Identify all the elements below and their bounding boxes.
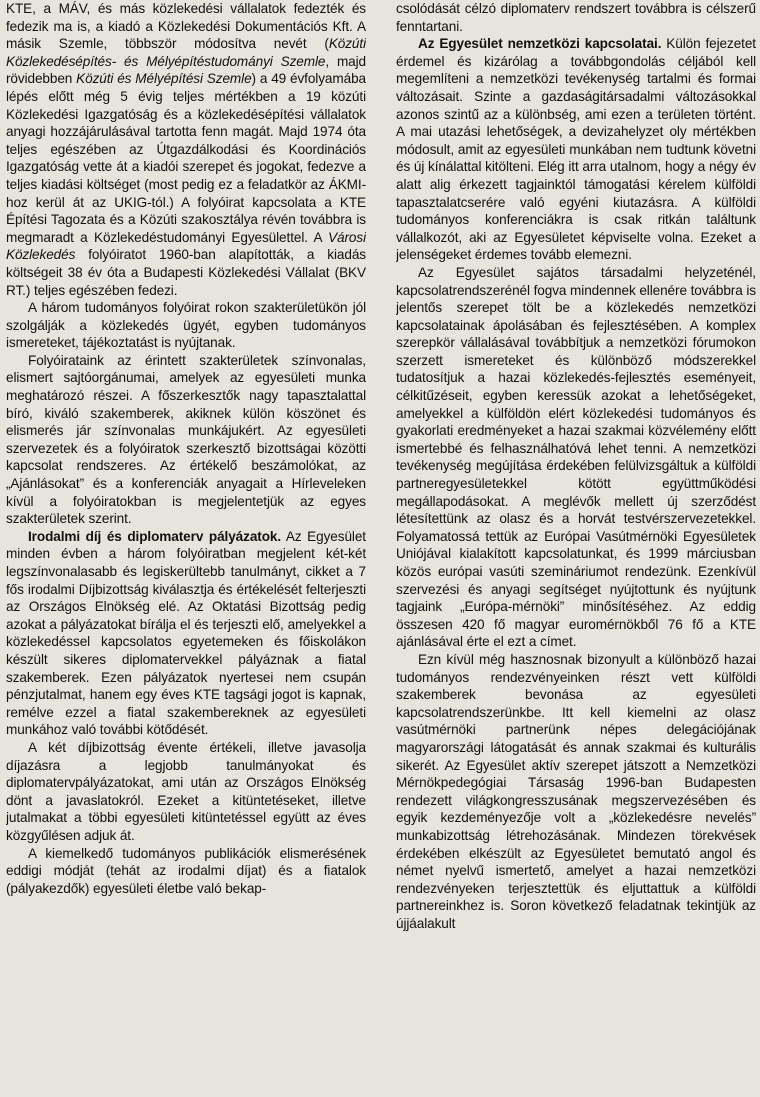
paragraph-text: ) a 49 évfolyamába lépés előtt még 5 évig teljes mértékben a 19 közúti Közlekedési Igazgatóság és a közlekedésépítési vállalatok anyagi hozzájárulásával tartotta fenn magát. Majd 1974 óta teljes egészében az Útgazdálkodási és Koordinációs Igazgatóság vette át a kiadói szerepet és jogokat, fedezve a teljes kiadási költséget (most pedig ez a feladatkör az ÁKMI-hoz kerül át az UKIG-tól.) A folyóirat kapcsolata a KTE Építési Tagozata és a Közúti szakosztálya révén továbbra is megmaradt a Közlekedéstudományi Egyesülettel. A	[6, 71, 366, 245]
left-column	[6, 0, 366, 1097]
paragraph-text: , majd rövidebben	[6, 53, 366, 87]
paragraph: A három tudományos folyóirat rokon szakterületükön jól szolgálják a közlekedés ügyét, egyben tudományos ismereteket, tájékoztatást is nyújtanak.	[6, 300, 366, 351]
paragraph	[396, 35, 756, 264]
right-column	[396, 0, 756, 1097]
paragraph: A két díjbizottság évente értékeli, illetve javasolja díjazásra a legjobb tanulmányokat és diplomatervpályázatokat, ami után az Országos Elnökség dönt a javaslatokról. Ezeket a kitüntetéseket, illetve jutalmakat a többi egyesületi kitüntetéssel együtt az éves közgyűlésen adjuk át.	[6, 739, 366, 843]
paragraph-text: Az Egyesület minden évben a három folyóiratban megjelent két-két legszínvonalasabb és legiskerültebb tanulmányt, cikket a 7 fős irodalmi Díjbizottság kiválasztja és értékelését felterjeszti az Országos Elnökség elé. Az Oktatási Bizottság pedig azokat a pályázatokat bírálja el és terjeszti elő, amelyekkel a közlekedéssel kapcsolatos egyetemeken és főiskolákon készült sikeres diplomatervekkel pályáznak a fiatal szakemberek. Ezen pályázatok nyertesei nem csupán pénzjutalmat, hanem egy éves KTE tagsági jogot is kapnak, remélve ezzel a fiatal szakembereknek az egyesületi munkához való további kötődését.	[6, 528, 366, 738]
paragraph	[6, 0, 366, 299]
paragraph	[6, 528, 366, 739]
paragraph: A kiemelkedő tudományos publikációk elismerésének eddigi módját (tehát az irodalmi díjat) és a fiatalok (pályakezdők) egyesületi életbe való bekap-	[6, 845, 366, 896]
italic-journal-title: Közúti és Mélyépítési Szemle	[76, 71, 252, 87]
paragraph-text: KTE, a MÁV, és más közlekedési vállalatok fedezték és fedezik ma is, a kiadó a Közlekedési Dokumentációs Kft. A másik Szemle, többször módosítva nevét (	[6, 1, 366, 52]
section-heading: Az Egyesület nemzetközi kapcsolatai.	[418, 36, 662, 52]
italic-journal-title: Városi Közlekedés	[6, 229, 366, 263]
italic-journal-title: Közúti Közlekedésépítés- és Mélyépítéstudományi Szemle	[6, 36, 366, 69]
section-heading: Irodalmi díj és diplomaterv pályázatok.	[28, 528, 282, 544]
paragraph-text: folyóiratot 1960-ban alapították, a kiadás költségeit 38 év óta a Budapesti Közlekedési Vállalat (BKV RT.) teljes egészében fedezi.	[6, 247, 366, 298]
paragraph: Ezn kívül még hasznosnak bizonyult a különböző hazai tudományos rendezvényeinken részt vett külföldi szakemberek bevonása az egyesületi kapcsolatrendszerünkbe. Itt kell kiemelni az olasz vasútmérnöki partnerünk népes delegációjának magyarországi látogatását és annak szakmai és kulturális sikerét. Az Egyesület aktív szerepet játszott a Nemzetközi Mérnökpedegógiai Társaság 1996-ban Budapesten rendezett világkongresszusának megszervezésében és egyik kezdeményezője volt a „közlekedésre nevelés” munkabizottság létrehozásának. Mindezen törekvések érdekében elkészült az Egyesületet bemutató angol és német nyelvű ismertető, amelyet a hazai nemzetközi rendezvényeken terjesztettük és eljuttattuk a külföldi partnereinkhez is. Soron következő feladatnak tekintjük az újjáalakult	[396, 651, 756, 931]
paragraph: Folyóirataink az érintett szakterületek színvonalas, elismert sajtóorgánumai, amelyek az egyesületi munka meghatározó részei. A főszerkesztők nagy tapasztalattal bíró, kiváló szakemberek, akiknek külön köszönet és elismerés jár színvonalas munkájukért. Az egyesületi szervezetek és a folyóiratok szerkesztő bizottságai közötti kapcsolat rendszeres. Az értékelő beszámolókat, az „Ajánlásokat” és a konferenciák anyagait a Hírleveleken kívül a folyóiratokban is megjelentetjük az egyes szakterületek szerint.	[6, 352, 366, 527]
paragraph-text: Külön fejezetet érdemel és kizárólag a továbbgondolás céljából kell megemlíteni a nemzetközi tevékenység tartalmi és formai változásait. Szinte a gazdaságitársadalmi változásokkal azonos szintű az a különbség, ami ezen a területen történt. A mai utazási lehetőségek, a devizahelyzet oly mértékben módosult, amit az egyesületi munkában nem tudtunk követni és új kínálattal kitölteni. Elég itt arra utalnom, hogy a négy év alatt alig érkezett tagjainktól támogatási kérelem külföldi tapasztalatcserére való egyéni kiutazásra. A külföldi tudományos konferenciákra is csak ritkán találtunk vállalkozót, aki az Egyesületet képviselte volna. Ezeket a jelenségeket érdemes tovább elemezni.	[396, 36, 756, 263]
paragraph: csolódását célzó diplomaterv rendszert továbbra is célszerű fenntartani.	[396, 1, 756, 34]
paragraph: Az Egyesület sajátos társadalmi helyzeténél, kapcsolatrendszerénél fogva mindennek ellenére továbbra is jelentős szerepet tölt be a közlekedés nemzetközi kapcsolatainak ápolásában és fejlesztésében. A komplex szerepkör vállalásával továbbítjuk a nemzetközi fórumokon szerzett ismereteket és különböző módszerekkel tudatosítjuk a hazai közlekedés-fejlesztés eseményeit, célkitűzéseit, egyben keressük azokat a lehetőségeket, amelyekkel a külföldön elért közlekedési tudományos és gyakorlati eredményeket a hazai szakmai közvélemény előtt ismertebbé és felhasználhatóvá lehet tenni. A nemzetközi tevékenység megújítása érdekében felülvizsgáltuk a külföldi partneregyesületekkel kötött együttműködési megállapodásokat. A meglévők mellett új szerződést létesítettünk az olasz és a horvát testvérszervezetekkel. Folyamatossá tettük az Európai Vasútmérnöki Egyesületek Uniójával kialakított kapcsolatunkat, és 1999 márciusban közös európai vasúti szemináriumot rendezünk. Ezenkívül szervezési és anyagi segítséget nyújtottunk és nyújtunk tagjaink „Európa-mérnöki” minősítéséhez. Az eddig összesen 420 fő magyar euromérnökből 76 fő a KTE ajánlásával érte el ezt a címet.	[396, 264, 756, 650]
